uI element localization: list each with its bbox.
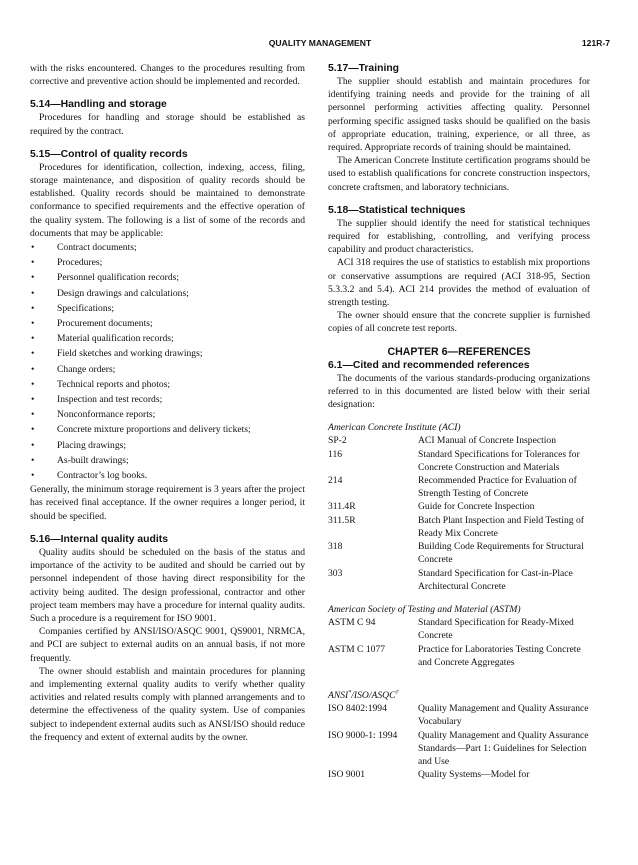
record-list-item-text: Material qualification records; <box>57 333 174 345</box>
reference-row <box>328 643 590 669</box>
record-list-item-text: Concrete mixture proportions and delivery tickets; <box>57 424 251 436</box>
record-list-item-text: Procurement documents; <box>57 318 153 330</box>
record-list-item <box>30 407 305 422</box>
record-list-item <box>30 286 305 301</box>
reference-code: ISO 9000-1: 1994 <box>328 729 398 741</box>
section-5-18-heading: 5.18—Statistical techniques <box>328 204 466 216</box>
ansi-references-title <box>328 689 590 702</box>
reference-row <box>328 567 590 593</box>
section-5-16-p1: Quality audits should be scheduled on the basis of the status and importance of the activity to be audited and should be carried out by personnel independent of those having direct responsibility for the activity being audited. The design professional, contractor and other project team members may have a procedure for internal quality audits. Such a procedure is a requirement for ISO 9001. <box>30 546 305 624</box>
reference-code: 303 <box>328 567 343 579</box>
chapter-heading: CHAPTER 6—REFERENCES <box>387 345 531 358</box>
section-5-15-text: Procedures for identification, collection, indexing, access, filing, storage maintenance, and disposition of quality records should be established. Quality records should be maintained to demonstrate conformance to specified requirements and the effective operation of the quality system. The following is a list of some of the records and documents that may be applicable: <box>30 161 305 239</box>
record-list-item-text: Placing drawings; <box>57 439 127 451</box>
record-list-item <box>30 468 305 483</box>
intro-paragraph: with the risks encountered. Changes to the procedures resulting from corrective and preventive action should be implemented and recorded. <box>30 63 305 88</box>
page-header <box>30 38 610 52</box>
section-6-1-text: The documents of the various standards-producing organizations referred to in this documented are listed below with their serial designation: <box>328 372 590 411</box>
bullet-icon: • <box>31 378 35 390</box>
bullet-icon: • <box>31 318 35 330</box>
section-5-17-p1: The supplier should establish and maintain procedures for identifying training needs and provide for the training of all personnel performing activities affecting quality. Personnel performing specific assigned tasks should be qualified on the basis of appropriate education, training, experience, or all three, as required. Appropriate records of training should be maintained. <box>328 76 590 154</box>
record-list-item-text: Inspection and test records; <box>57 394 163 406</box>
record-list-item <box>30 346 305 361</box>
bullet-icon: • <box>31 454 35 466</box>
reference-title: Quality Management and Quality Assurance Standards—Part 1: Guidelines for Selection and Use <box>418 729 589 767</box>
reference-code: ASTM C 1077 <box>328 643 386 655</box>
section-5-18-p2: ACI 318 requires the use of statistics to establish mix proportions or conservative assumptions are required (ACI 318-95, Section 5.3.3.2 and 5.4). ACI 214 provides the method of evaluation of strength testing. <box>328 257 590 309</box>
reference-title: Quality Management and Quality Assurance Vocabulary <box>418 703 589 728</box>
left-column <box>30 62 305 744</box>
section-5-16-heading: 5.16—Internal quality audits <box>30 533 169 545</box>
record-list-item <box>30 438 305 453</box>
reference-title: Building Code Requirements for Structural Concrete <box>418 541 584 566</box>
reference-row <box>328 729 590 769</box>
record-list-item-text: As-built drawings; <box>57 454 129 466</box>
record-list-item-text: Specifications; <box>57 302 115 314</box>
section-5-18-p3: The owner should ensure that the concrete supplier is furnished copies of all concrete test reports. <box>328 310 590 335</box>
reference-code: ISO 9001 <box>328 769 366 781</box>
section-5-14-text: Procedures for handling and storage should be established as required by the contract. <box>30 112 305 137</box>
reference-row <box>328 448 590 474</box>
record-list-item-text: Personnel qualification records; <box>57 272 180 284</box>
reference-title: Standard Specification for Cast-in-Place Architectural Concrete <box>418 567 573 592</box>
astm-references-title: American Society of Testing and Material (ASTM) <box>328 603 521 615</box>
footnote-mark: * <box>348 689 352 696</box>
reference-row <box>328 500 590 513</box>
section-5-17-heading: 5.17—Training <box>328 63 400 74</box>
section-5-14-heading: 5.14—Handling and storage <box>30 99 167 111</box>
section-5-18-p1: The supplier should identify the need for statistical techniques required for establishing, controlling, and verifying process capability and product characteristics. <box>328 217 590 256</box>
record-list-item <box>30 362 305 377</box>
record-list-item-text: Change orders; <box>57 363 116 375</box>
record-list-item <box>30 240 305 255</box>
footnote-mark-dagger: † <box>395 689 399 696</box>
reference-title: ACI Manual of Concrete Inspection <box>418 435 557 447</box>
bullet-icon: • <box>31 394 35 406</box>
reference-code: 318 <box>328 541 343 553</box>
section-5-17-p2: The American Concrete Institute certification programs should be used to establish qualifications for concrete construction inspectors, concrete craftsmen, and laboratory technicians. <box>328 155 590 193</box>
bullet-icon: • <box>31 348 35 360</box>
reference-row <box>328 514 590 540</box>
bullet-icon: • <box>31 439 35 451</box>
aci-references-title: American Concrete Institute (ACI) <box>328 422 461 434</box>
record-list-item <box>30 377 305 392</box>
section-5-15-after: Generally, the minimum storage requirement is 3 years after the project has received final acceptance. If the owner requires a longer period, it should be specified. <box>30 484 305 522</box>
record-list-item <box>30 392 305 407</box>
record-list-item-text: Procedures; <box>57 257 103 269</box>
records-list <box>30 240 305 483</box>
record-list-item <box>30 255 305 270</box>
reference-row <box>328 540 590 566</box>
reference-row <box>328 702 590 728</box>
record-list-item-text: Nonconformance reports; <box>57 409 156 421</box>
record-list-item <box>30 453 305 468</box>
reference-row <box>328 616 590 642</box>
section-5-16-p2: Companies certified by ANSI/ISO/ASQC 9001, QS9001, NRMCA, and PCI are subject to external audits on an annual basis, if not more frequently. <box>30 626 305 664</box>
bullet-icon: • <box>31 424 35 436</box>
section-5-15-heading: 5.15—Control of quality records <box>30 148 188 160</box>
iso-label: /ISO <box>351 689 369 701</box>
bullet-icon: • <box>31 363 35 375</box>
ansi-label: ANSI <box>328 689 349 701</box>
record-list-item-text: Contractor’s log books. <box>57 470 148 482</box>
bullet-icon: • <box>31 272 35 284</box>
bullet-icon: • <box>31 257 35 269</box>
record-list-item <box>30 316 305 331</box>
reference-code: SP-2 <box>328 435 347 447</box>
reference-code: ASTM C 94 <box>328 617 376 629</box>
reference-title: Guide for Concrete Inspection <box>418 501 535 513</box>
bullet-icon: • <box>31 409 35 421</box>
record-list-item-text: Field sketches and working drawings; <box>57 348 203 360</box>
reference-title: Standard Specification for Ready-Mixed Concrete <box>418 617 574 642</box>
record-list-item <box>30 301 305 316</box>
asqc-label: /ASQC <box>368 689 396 701</box>
reference-row <box>328 434 590 447</box>
record-list-item-text: Contract documents; <box>57 242 137 254</box>
record-list-item <box>30 270 305 285</box>
bullet-icon: • <box>31 287 35 299</box>
record-list-item-text: Design drawings and calculations; <box>57 287 189 299</box>
reference-row <box>328 768 590 781</box>
record-list-item <box>30 422 305 437</box>
bullet-icon: • <box>31 470 35 482</box>
record-list-item <box>30 331 305 346</box>
record-list-item-text: Technical reports and photos; <box>57 378 171 390</box>
reference-title: Practice for Laboratories Testing Concrete and Concrete Aggregates <box>418 643 581 668</box>
bullet-icon: • <box>31 302 35 314</box>
section-5-16-p3: The owner should establish and maintain procedures for planning and implementing external quality audits to verify whether quality activities and related results comply with planned arrangements and to determine the effectiveness of the quality system. Use of companies subject to independent external audits such as ANSI/ISO should reduce the frequency and extent of external audits by the owner. <box>30 665 305 743</box>
reference-title: Recommended Practice for Evaluation of Strength Testing of Concrete <box>418 475 577 500</box>
running-title: QUALITY MANAGEMENT <box>268 38 372 48</box>
reference-row <box>328 474 590 500</box>
reference-title: Standard Specifications for Tolerances for Concrete Construction and Materials <box>418 448 580 473</box>
ansi-references <box>328 702 590 781</box>
bullet-icon: • <box>31 333 35 345</box>
right-column <box>328 62 590 781</box>
reference-code: 214 <box>328 475 343 487</box>
reference-title: Batch Plant Inspection and Field Testing of Ready Mix Concrete <box>418 514 584 539</box>
page-number: 121R-7 <box>581 38 610 48</box>
astm-references <box>328 616 590 669</box>
reference-code: 311.5R <box>328 514 356 526</box>
section-6-1-heading: 6.1—Cited and recommended references <box>328 359 530 371</box>
reference-title: Quality Systems—Model for <box>418 769 530 781</box>
reference-code: 116 <box>328 448 343 460</box>
reference-code: 311.4R <box>328 501 356 513</box>
bullet-icon: • <box>31 242 35 254</box>
aci-references <box>328 434 590 592</box>
reference-code: ISO 8402:1994 <box>328 703 387 715</box>
